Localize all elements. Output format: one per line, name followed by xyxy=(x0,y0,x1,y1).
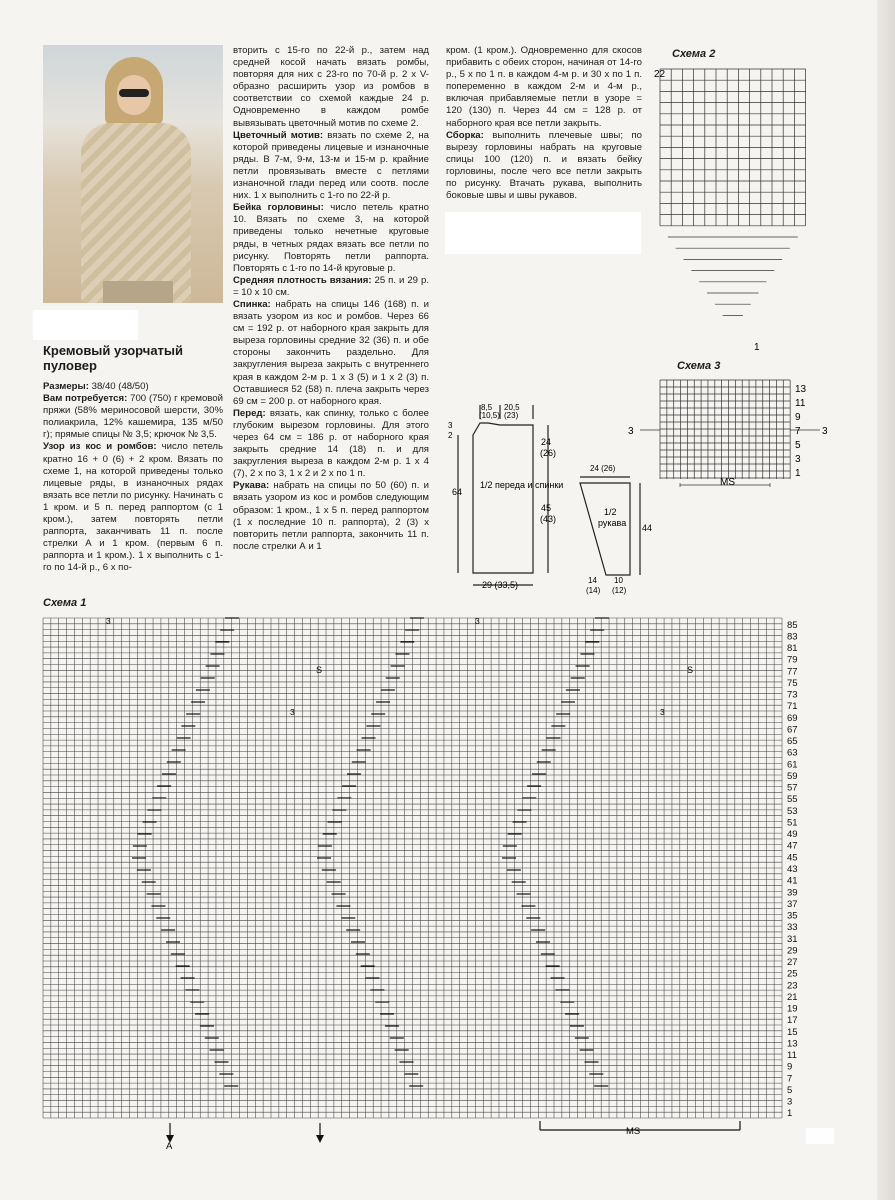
schema-3-rapport: MS xyxy=(720,477,735,488)
page-edge xyxy=(877,0,895,1200)
svg-text:29 (33,5): 29 (33,5) xyxy=(482,580,519,590)
row-number: 71 xyxy=(787,701,798,713)
schema-3-row: 11 xyxy=(795,398,806,409)
paragraph: Спинка: набрать на спицы 146 (168) п. и вязать узором из кос и ромбов. Через 66 см = 192 р. от наборного края закрыть для выреза горловины средние 32 (36) п. и обе стороны закончить раздельно. Для закругления выреза закрыть с внутреннего края в каждом 2-м р. 1 х 3 (5) и 1 х 2 (3) п. Оставшиеся 52 (58) п. плеча закрыть через 69 см = 200 р. от наборного края. xyxy=(233,298,429,407)
svg-text:44: 44 xyxy=(642,523,653,533)
paragraph: Вам потребуется: 700 (750) г кремовой пряжи (58% мериносовой шерсти, 30% полиакрила, 12% кашемира, 135 м/50 г); прямые спицы № 3,5; крючок № 3,5. xyxy=(43,393,223,441)
row-number: 19 xyxy=(787,1003,798,1015)
blank-label xyxy=(445,212,641,254)
svg-text:2: 2 xyxy=(448,431,453,440)
schema-3-row: 1 xyxy=(795,468,801,479)
model-photo xyxy=(43,45,223,303)
svg-text:(10,5): (10,5) xyxy=(479,411,500,420)
schema-3-row: 7 xyxy=(795,426,801,437)
schema-3-row: 9 xyxy=(795,412,801,423)
schema-1-chart xyxy=(40,615,840,1155)
row-number: 75 xyxy=(787,677,798,689)
row-number: 69 xyxy=(787,712,798,724)
paragraph: Бейка горловины: число петель кратно 10. Вязать по схеме 3, на которой приведены только нечетные круговые ряды, в четных рядах вязать все петли по рисунку. Повторять петли раппорта. Повторять с 1-го по 14-й круговые р. xyxy=(233,202,429,274)
schema-2-title: Схема 2 xyxy=(672,48,716,60)
row-number: 53 xyxy=(787,805,798,817)
s-mark: S xyxy=(316,665,323,675)
row-number: 13 xyxy=(787,1038,798,1050)
row-number: 47 xyxy=(787,840,798,852)
svg-text:20,5: 20,5 xyxy=(504,403,520,412)
row-number: 81 xyxy=(787,643,798,655)
row-number: 45 xyxy=(787,852,798,864)
row-number: 15 xyxy=(787,1026,798,1038)
row-number: 73 xyxy=(787,689,798,701)
svg-text:24: 24 xyxy=(541,437,552,447)
text-column-1 xyxy=(43,381,223,575)
row-number: 65 xyxy=(787,736,798,748)
paragraph: вторить с 15-го по 22-й р., затем над средней косой начать вязать ромбы, повторяя для них с 23-го по 70-й р. 2 х V-образно расширить узор из ромбов в соответствии со схемой каждые 24 р. Одновременно в каждом ромбе вывязывать цветочный мотив по схеме 2. xyxy=(233,45,429,129)
row-number: 21 xyxy=(787,991,798,1003)
row-number: 29 xyxy=(787,945,798,957)
schema-3-row: 3 xyxy=(795,454,801,465)
front-back-label: 1/2 переда и спинки xyxy=(480,480,564,490)
schema-1-title: Схема 1 xyxy=(43,597,87,609)
s-mark: S xyxy=(687,665,694,675)
svg-text:(23): (23) xyxy=(504,411,519,420)
row-number: 11 xyxy=(787,1050,797,1062)
row-number: 23 xyxy=(787,980,798,992)
row-number: 3 xyxy=(787,1096,793,1108)
row-number: 1 xyxy=(787,1108,793,1120)
blank-label xyxy=(33,310,138,340)
row-number: 7 xyxy=(787,1073,793,1085)
svg-text:(14): (14) xyxy=(586,586,601,595)
article-title: Кремовый узорчатый пуловер xyxy=(43,343,184,373)
svg-text:3: 3 xyxy=(448,421,453,430)
svg-text:(43): (43) xyxy=(540,514,557,524)
row-number: 79 xyxy=(787,654,798,666)
schema-2-top-row: 22 xyxy=(654,69,666,80)
row-number: 57 xyxy=(787,782,798,794)
schema-3-row: 13 xyxy=(795,384,807,395)
text-column-2 xyxy=(233,45,429,553)
schema-3-title: Схема 3 xyxy=(677,360,721,372)
paragraph: Средняя плотность вязания: 25 п. и 29 р. = 10 х 10 см. xyxy=(233,274,429,298)
sleeve-pattern xyxy=(570,455,670,600)
row-number: 41 xyxy=(787,875,798,887)
row-number: 49 xyxy=(787,829,798,841)
row-number: 25 xyxy=(787,968,798,980)
row-number: 35 xyxy=(787,910,798,922)
svg-text:(12): (12) xyxy=(612,586,627,595)
row-number: 55 xyxy=(787,794,798,806)
schema-2-bottom-row: 1 xyxy=(754,342,760,353)
paragraph: Рукава: набрать на спицы по 50 (60) п. и вязать узором из кос и ромбов следующим образом: 1 кром., 1 х 5 п. перед раппортом (1 х последние 10 п. раппорта), 2 (3) х повторить петли раппорта, закончить 11 п. после стрелки А и 1 xyxy=(233,480,429,552)
svg-text:8,5: 8,5 xyxy=(481,403,493,412)
schema-1-rapport: MS xyxy=(626,1126,641,1137)
cable-mark: 3 xyxy=(475,616,480,626)
paragraph: Перед: вязать, как спинку, только с более глубоким вырезом горловины. Для этого через 64 см = 186 р. от наборного края закрыть средние 14 (18) п. и для закругления выреза в каждом 2-м р. 1 х 4 (7), 2 х по 3, 1 х 2 и 2 х по 1 п. xyxy=(233,407,429,480)
row-number: 33 xyxy=(787,922,798,934)
row-number: 59 xyxy=(787,770,798,782)
row-number: 27 xyxy=(787,957,798,969)
row-number: 63 xyxy=(787,747,798,759)
svg-text:24 (26): 24 (26) xyxy=(590,464,616,473)
svg-text:рукава: рукава xyxy=(598,518,627,528)
arrow-a-label: A xyxy=(166,1141,173,1152)
paragraph: Цветочный мотив: вязать по схеме 2, на которой приведены лицевые и изнаночные ряды. В 7-м, 9-м, 13-м и 15-м р. крайние петли провязывать вместе с петлями изнаночной глади перед или соотв. после них. 1 х выполнить с 1-го по 22-й р. xyxy=(233,129,429,202)
paragraph: Узор из кос и ромбов: число петель кратно 16 + 0 (6) + 2 кром. Вязать по схеме 1, на которой приведены только лицевые ряды, в изнаночных рядах вязать все петли по рисунку. Начинать с 1 кром. и 5 п. перед раппортом (с 1 кром.), затем повторять петли раппорта, заканчивать 11 п. после стрелки А и 1 кром. (первым 6 п. раппорта и 1 кром.). 1 х выполнить с 1-го по 14-й р., 6 х по- xyxy=(43,441,223,574)
svg-text:14: 14 xyxy=(588,576,597,585)
cable-mark: 3 xyxy=(106,616,111,626)
text-column-3 xyxy=(446,45,642,202)
schema-2-chart xyxy=(640,60,840,360)
row-number: 51 xyxy=(787,817,798,829)
cable-mark: 3 xyxy=(660,707,665,717)
schema-3-side: 3 xyxy=(628,426,634,437)
row-number: 39 xyxy=(787,887,798,899)
paragraph: Сборка: выполнить плечевые швы; по вырезу горловины набрать на круговые спицы 100 (120) п. и вязать бейку горловины, после чего все петли закрыть по рисунку. Втачать рукава, выполнить боковые швы и швы рукавов. xyxy=(446,129,642,202)
svg-text:64: 64 xyxy=(452,487,463,497)
row-number: 17 xyxy=(787,1015,798,1027)
paragraph: кром. (1 кром.). Одновременно для скосов прибавить с обеих сторон, начиная от 14-го р., 5 х по 1 п. в каждом 4-м р. и 30 х по 1 п. попеременно в каждом 2-м и 4-м р., включая прибавляемые петли в узоре = 120 (130) п. Через 44 см = 128 р. от наборного края все петли закрыть. xyxy=(446,45,642,129)
front-back-pattern xyxy=(440,395,580,595)
row-number: 77 xyxy=(787,666,798,678)
row-number: 61 xyxy=(787,759,798,771)
svg-text:1/2: 1/2 xyxy=(604,507,617,517)
svg-text:10: 10 xyxy=(614,576,623,585)
paragraph: Размеры: 38/40 (48/50) xyxy=(43,381,149,392)
svg-text:45: 45 xyxy=(541,503,552,513)
row-number: 67 xyxy=(787,724,798,736)
row-number: 37 xyxy=(787,898,798,910)
schema-3-row: 5 xyxy=(795,440,801,451)
row-number: 85 xyxy=(787,619,798,631)
row-number: 83 xyxy=(787,631,798,643)
schema-3-side: 3 xyxy=(822,426,828,437)
svg-text:(26): (26) xyxy=(540,448,557,458)
row-number: 43 xyxy=(787,864,798,875)
row-number: 5 xyxy=(787,1084,793,1096)
cable-mark: 3 xyxy=(290,707,295,717)
row-number: 9 xyxy=(787,1061,793,1073)
row-number: 31 xyxy=(787,933,798,945)
